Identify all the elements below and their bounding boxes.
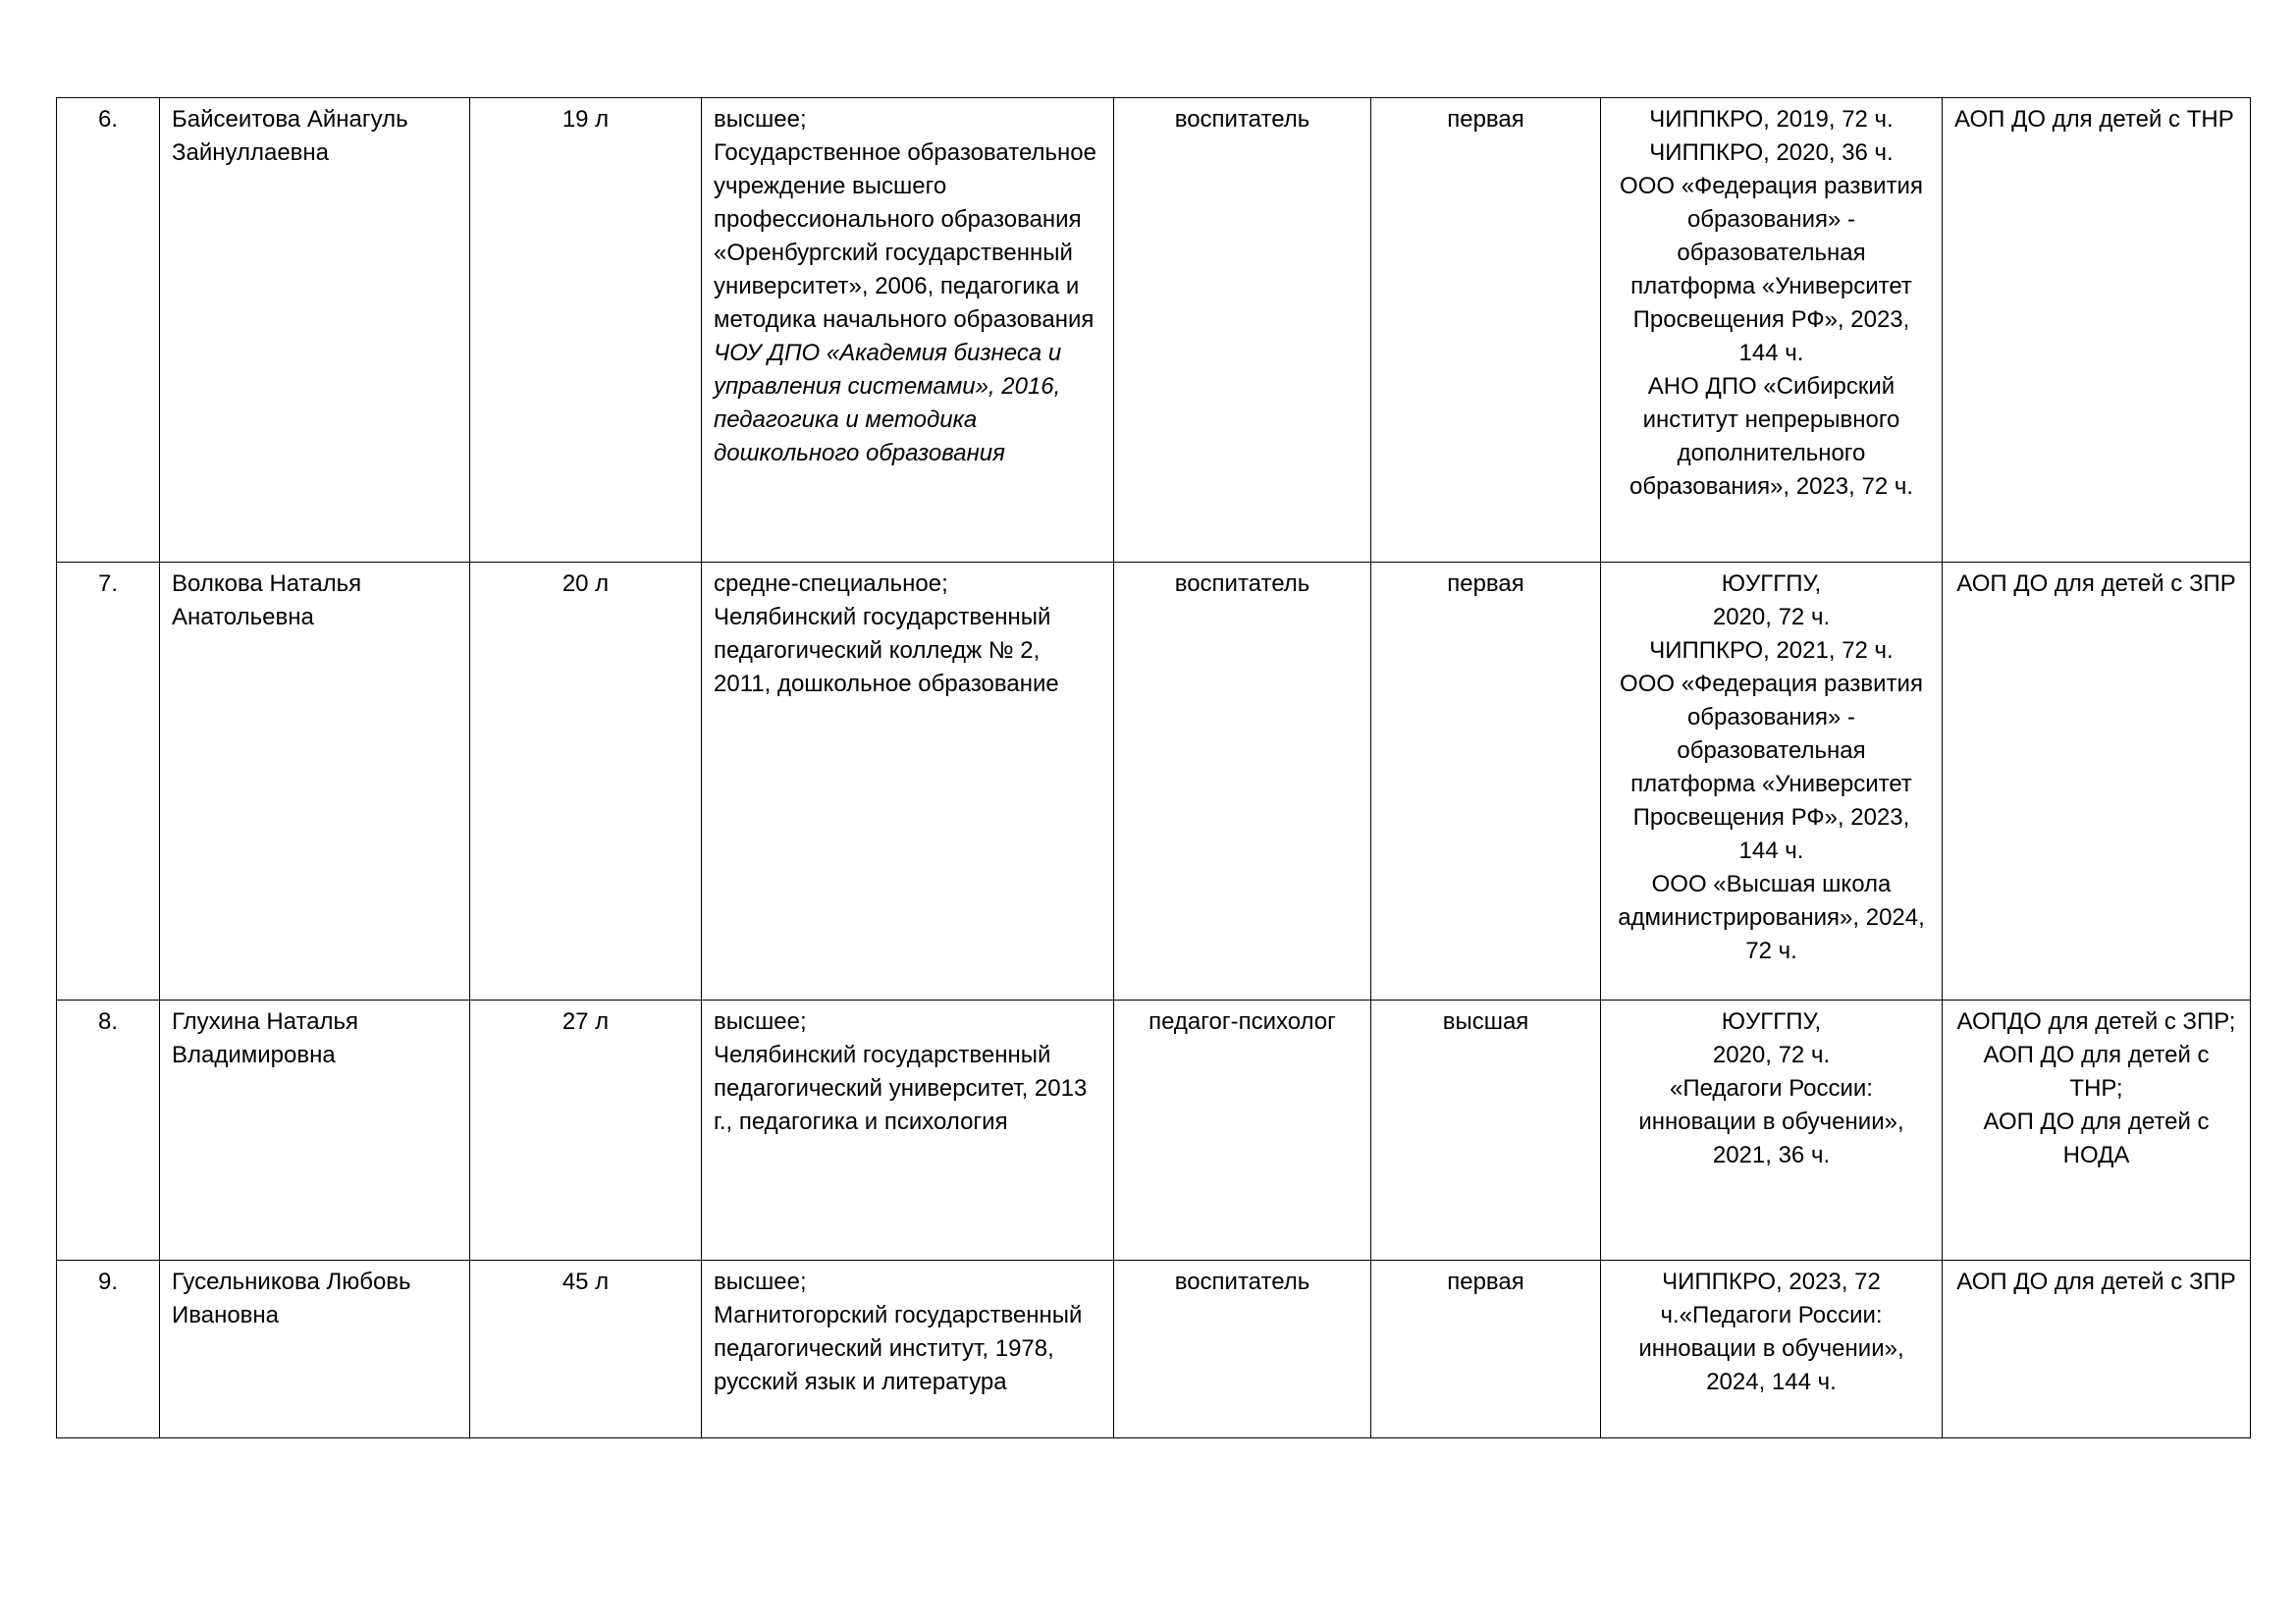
course-item: ЧИППКРО, 2021, 72 ч. xyxy=(1649,637,1894,664)
table-row xyxy=(57,1001,2251,1261)
position: воспитатель xyxy=(1114,1261,1371,1438)
course-item: ООО «Федерация развития образования» - образовательная платформа «Университет Просвещения РФ», 2023, 144 ч. xyxy=(1620,671,1923,864)
qualification-category: первая xyxy=(1371,98,1601,563)
education-institution: Магнитогорский государственный педагогический институт, 1978, русский язык и литература xyxy=(714,1302,1083,1395)
row-number: 6. xyxy=(57,98,160,563)
education xyxy=(702,1261,1114,1438)
education-institution: Челябинский государственный педагогический колледж № 2, 2011, дошкольное образование xyxy=(714,604,1059,697)
table-row xyxy=(57,98,2251,563)
education-level: средне-специальное; xyxy=(714,570,948,597)
employee-name: Гусельникова Любовь Ивановна xyxy=(160,1261,470,1438)
education xyxy=(702,98,1114,563)
programs xyxy=(1943,1001,2251,1261)
position: педагог-психолог xyxy=(1114,1001,1371,1261)
programs xyxy=(1943,1261,2251,1438)
courses xyxy=(1601,98,1943,563)
program-item: АОП ДО для детей с НОДА xyxy=(1983,1109,2210,1168)
course-item: АНО ДПО «Сибирский институт непрерывного дополнительного образования», 2023, 72 ч. xyxy=(1629,373,1914,500)
program-item: АОПДО для детей с ЗПР; xyxy=(1956,1008,2236,1035)
course-item: «Педагоги России: инновации в обучении», 2021, 36 ч. xyxy=(1638,1075,1904,1168)
row-number: 8. xyxy=(57,1001,160,1261)
qualification-category: высшая xyxy=(1371,1001,1601,1261)
table-row xyxy=(57,563,2251,1001)
staff-table xyxy=(56,97,2251,1438)
program-item: АОП ДО для детей с ЗПР xyxy=(1956,570,2236,597)
experience: 19 л xyxy=(470,98,702,563)
education-retraining: ЧОУ ДПО «Академия бизнеса и управления системами», 2016, педагогика и методика дошкольного образования xyxy=(714,340,1062,466)
program-item: АОП ДО для детей с ЗПР xyxy=(1956,1269,2236,1295)
education xyxy=(702,1001,1114,1261)
employee-name: Волкова Наталья Анатольевна xyxy=(160,563,470,1001)
education-level: высшее; xyxy=(714,1269,807,1295)
course-item: ООО «Федерация развития образования» - образовательная платформа «Университет Просвещения РФ», 2023, 144 ч. xyxy=(1620,173,1923,366)
program-item: АОП ДО для детей с ТНР xyxy=(1954,106,2234,133)
position: воспитатель xyxy=(1114,563,1371,1001)
course-item: 2020, 72 ч. xyxy=(1712,1042,1831,1068)
course-item: 2020, 72 ч. xyxy=(1712,604,1831,630)
course-item: ЧИППКРО, 2023, 72 ч.«Педагоги России: инновации в обучении», 2024, 144 ч. xyxy=(1638,1269,1904,1395)
table-row xyxy=(57,1261,2251,1438)
qualification-category: первая xyxy=(1371,1261,1601,1438)
qualification-category: первая xyxy=(1371,563,1601,1001)
course-item: ЮУГГПУ, xyxy=(1721,1008,1822,1035)
courses xyxy=(1601,1001,1943,1261)
course-item: ЧИППКРО, 2020, 36 ч. xyxy=(1649,139,1894,166)
employee-name: Глухина Наталья Владимировна xyxy=(160,1001,470,1261)
programs xyxy=(1943,563,2251,1001)
education-institution: Челябинский государственный педагогический университет, 2013 г., педагогика и психология xyxy=(714,1042,1088,1135)
experience: 27 л xyxy=(470,1001,702,1261)
education-level: высшее; xyxy=(714,106,807,133)
courses xyxy=(1601,563,1943,1001)
course-item: ЧИППКРО, 2019, 72 ч. xyxy=(1649,106,1894,133)
experience: 20 л xyxy=(470,563,702,1001)
courses xyxy=(1601,1261,1943,1438)
experience: 45 л xyxy=(470,1261,702,1438)
employee-name: Байсеитова Айнагуль Зайнуллаевна xyxy=(160,98,470,563)
course-item: ООО «Высшая школа администрирования», 2024, 72 ч. xyxy=(1618,871,1925,964)
education-level: высшее; xyxy=(714,1008,807,1035)
row-number: 9. xyxy=(57,1261,160,1438)
row-number: 7. xyxy=(57,563,160,1001)
program-item: АОП ДО для детей с ТНР; xyxy=(1983,1042,2210,1102)
programs xyxy=(1943,98,2251,563)
education-institution: Государственное образовательное учреждение высшего профессионального образования «Оренбургский государственный университет», 2006, педагогика и методика начального образования xyxy=(714,139,1096,333)
education xyxy=(702,563,1114,1001)
course-item: ЮУГГПУ, xyxy=(1721,570,1822,597)
position: воспитатель xyxy=(1114,98,1371,563)
